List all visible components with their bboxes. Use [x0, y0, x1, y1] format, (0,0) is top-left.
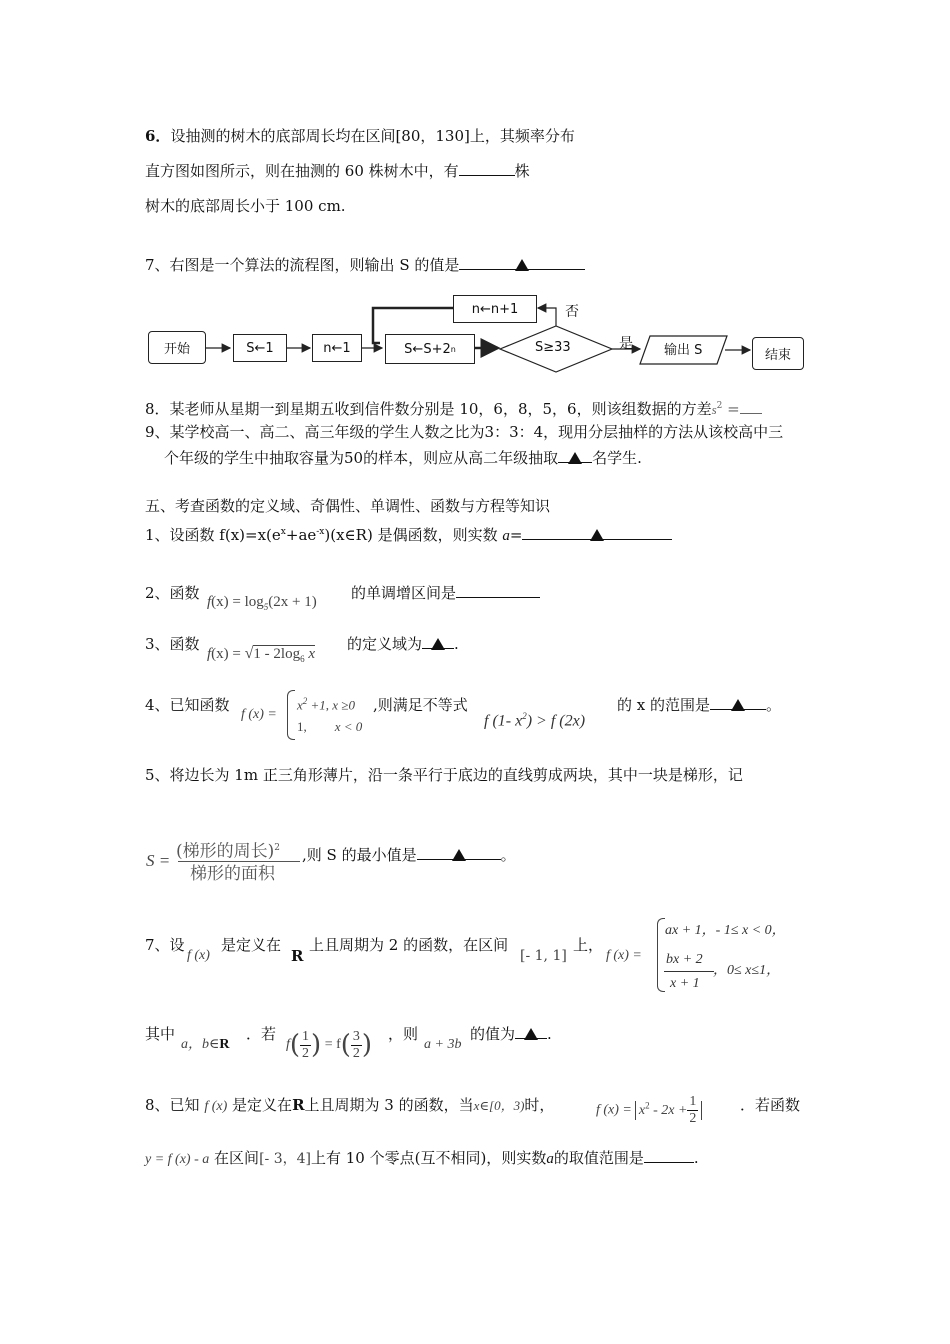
p7-fx: f (x): [187, 948, 210, 963]
p4-inequality: [484, 706, 585, 731]
p7-R: R: [291, 947, 304, 965]
p7-end: .: [547, 1025, 552, 1043]
p8-abs-rest: - 2x +: [649, 1102, 688, 1118]
p3-label: 3、函数: [145, 635, 200, 653]
p2-answer-blank[interactable]: [456, 583, 540, 598]
p8-line2: [145, 1148, 699, 1170]
p7-case2-bar: [664, 971, 714, 972]
paren-icon: (: [340, 1030, 351, 1060]
p3-tail: [347, 634, 459, 654]
p4-brace: [287, 690, 295, 740]
p4-c1-rest: +1, x ≥0: [307, 697, 355, 713]
p7-text-d: 上，: [573, 936, 604, 954]
p5-answer-blank[interactable]: [417, 845, 501, 860]
p7-text-e: 其中: [145, 1025, 176, 1043]
p5-S: S =: [146, 851, 171, 870]
p1-text-a: 1、设函数 f(x)=x(e: [145, 526, 281, 544]
q9-line2: [164, 448, 642, 468]
triangle-icon: [452, 849, 466, 861]
p8-text-c: 上且周期为 3 的函数，当: [304, 1096, 474, 1114]
flow-output-label: 输出 S: [664, 343, 703, 358]
p3-formula: [207, 644, 315, 669]
p8-hn: 1: [689, 1093, 697, 1109]
p1-answer-blank[interactable]: [522, 525, 672, 540]
p4-case1: [297, 691, 355, 715]
p7-case1: ax + 1，- 1≤ x < 0，: [665, 923, 786, 938]
q9-text2b: 名学生.: [592, 449, 642, 467]
p8-fx: f (x): [204, 1099, 228, 1114]
p8-text-h: 的取值范围是: [553, 1149, 644, 1167]
p8-text-e: ．若函数: [740, 1096, 801, 1114]
p4-answer-blank[interactable]: [710, 695, 766, 710]
p7-lhs: f (x) =: [606, 948, 642, 963]
p7-h1n: 1: [302, 1028, 310, 1044]
flowchart-arrows: [0, 0, 950, 400]
p7-h1d: 2: [302, 1045, 310, 1061]
paren-icon: (: [289, 1030, 301, 1060]
p7-condition: [286, 1027, 372, 1063]
p2-label: 2、函数: [145, 584, 200, 602]
section-title: 五、考查函数的定义域、奇偶性、单调性、函数与方程等知识: [145, 497, 551, 515]
flow-n-increment: n←n+1: [453, 295, 537, 323]
p5-num-text: (梯形的周长): [176, 841, 275, 862]
p8-text-g: 上有 10 个零点(互不相同)，则实数: [310, 1149, 547, 1167]
p7-label: 7、设: [145, 936, 185, 954]
p4-c1-x: x: [297, 697, 303, 713]
p4-ineq-a: f (1- x: [484, 712, 523, 730]
p8-var: a: [546, 1151, 554, 1167]
p8-y: y = f (x) - a: [145, 1152, 210, 1167]
p4-label: 4、已知函数: [145, 696, 230, 714]
p5-fraction-bar: [178, 861, 300, 862]
p5-end: 。: [500, 846, 516, 864]
q8a-answer-blank[interactable]: [740, 399, 762, 414]
flow-s-update: [385, 334, 475, 364]
p8-abs-x: x: [638, 1102, 646, 1118]
p7-text-b: 是定义在: [221, 936, 282, 954]
p8-cond: x∈[0，3): [473, 1098, 525, 1113]
p5-num-sup: 2: [274, 843, 280, 853]
p4-end: 。: [766, 696, 782, 714]
triangle-icon: [431, 638, 445, 650]
p2-base: 5: [263, 602, 269, 612]
sqrt-icon: √: [244, 645, 254, 662]
p8-text-d: 时，: [524, 1096, 555, 1114]
p8-abs-sup: 2: [645, 1100, 650, 1110]
p1-text-b: +ae: [285, 526, 317, 544]
q6-text2: 直方图如图所示，则在抽测的 60 株树木中，有: [145, 162, 459, 180]
p5-numerator: [176, 838, 280, 862]
p3-end: .: [454, 635, 459, 653]
q8a-sup: 2: [716, 401, 723, 411]
p2-arg: (2x + 1): [268, 594, 317, 610]
p7-ruo: ．若: [246, 1025, 277, 1043]
p4-text-b: ,则满足不等式: [373, 696, 468, 714]
p5-text-b: ,则 S 的最小值是: [302, 846, 417, 864]
p1-var: a: [502, 528, 510, 544]
p4-text-c: 的 x 的范围是: [617, 696, 710, 714]
p8-abs: [635, 1093, 703, 1126]
flow-s-update-exp: n: [450, 344, 456, 354]
flow-s-update-text: S←S+2: [404, 341, 451, 357]
p7-R2: R: [219, 1037, 230, 1052]
p7-text-h: 的值为: [470, 1025, 516, 1043]
p4-c1-sup: 2: [302, 696, 308, 706]
p2-log: (x) = log: [211, 594, 264, 610]
paren-icon: ): [361, 1030, 373, 1060]
p7-text-c: 上且周期为 2 的函数，在区间: [309, 936, 509, 954]
flow-end: 结束: [752, 337, 804, 370]
p2-formula: [207, 592, 317, 617]
flow-start: 开始: [148, 331, 206, 364]
p3-rad-text: 1 - 2log: [253, 646, 301, 662]
p2-tail: [351, 583, 540, 603]
p4-case2: [297, 717, 362, 737]
p8-text-a: 8、已知: [145, 1096, 200, 1114]
p5-denominator: 梯形的面积: [190, 864, 275, 884]
p7-half1: [300, 1029, 311, 1062]
p8-text-b: 是定义在: [232, 1096, 293, 1114]
triangle-icon: [590, 529, 604, 541]
p7-h2n: 3: [352, 1028, 360, 1044]
triangle-icon: [524, 1028, 538, 1040]
p8-text-f: 在区间: [214, 1149, 260, 1167]
p7-half2: [351, 1029, 362, 1062]
p7-case2-den: x + 1: [670, 976, 700, 991]
p8-line1: [145, 1095, 554, 1117]
p7-case2-cond: ，0≤ x≤1，: [713, 963, 781, 978]
p8-half: [687, 1094, 698, 1127]
p3-rad-x: x: [308, 646, 315, 662]
p3-text-b: 的定义域为: [347, 635, 423, 653]
q8a-eq: =: [722, 400, 740, 418]
q6-line3: 树木的底部周长小于 100 cm.: [145, 197, 346, 215]
p8-formula: [596, 1089, 702, 1127]
p7-text-g: ，则: [388, 1025, 419, 1043]
q6-text1: 设抽测的树木的底部周长均在区间[80，130]上，其频率分布: [170, 127, 575, 145]
p8-interval: [- 3，4]: [259, 1151, 311, 1167]
p8-end: .: [693, 1149, 699, 1167]
flow-no-label: 否: [565, 304, 579, 320]
p7-case2-num: bx + 2: [666, 952, 703, 967]
p4-ineq-sup: 2: [522, 711, 527, 721]
triangle-icon: [731, 699, 745, 711]
paren-icon: ): [311, 1030, 322, 1060]
p2-text-b: 的单调增区间是: [351, 584, 457, 602]
p7-h2d: 2: [352, 1045, 360, 1061]
flow-s-init: S←1: [233, 334, 287, 362]
p4-tail: [617, 695, 781, 715]
p1-line: [145, 522, 672, 546]
p3-radicand: [253, 645, 315, 662]
p1-text-d: =: [509, 526, 523, 544]
q8a-text: 8．某老师从星期一到星期五收到信件数分别是 10，6，8，5，6，则该组数据的方差: [145, 400, 712, 418]
p8-R: R: [292, 1096, 305, 1114]
p5-line1: 5、将边长为 1m 正三角形薄片，沿一条平行于底边的直线剪成两块，其中一块是梯形，记: [145, 766, 743, 784]
flow-condition-label: S≥33: [535, 340, 571, 355]
p1-text-c: )(x∈R) 是偶函数，则实数: [324, 526, 503, 544]
p7-expr: a + 3b: [424, 1037, 462, 1052]
p4-c2-val: 1,: [297, 719, 307, 734]
p3-f: f: [207, 646, 212, 662]
p7-brace: [657, 918, 665, 992]
q7a-text: 7、右图是一个算法的流程图，则输出 S 的值是: [145, 256, 460, 274]
p1-sup1: x: [280, 527, 286, 537]
q6-text2b: 株: [514, 162, 530, 180]
p3-eq: (x) =: [211, 646, 245, 662]
p4-ineq-b: ) > f (2x): [526, 712, 586, 730]
p3-answer-blank[interactable]: [422, 634, 454, 649]
q6-number: 6．: [145, 127, 171, 145]
flow-n-init: n←1: [312, 334, 362, 362]
p8-lhs: f (x) =: [596, 1102, 632, 1118]
p7-interval: [- 1, 1]: [520, 948, 567, 964]
q8a-line: [145, 396, 762, 420]
flow-yes-label: 是: [619, 336, 633, 352]
p7-eq: = f: [324, 1037, 341, 1053]
p2-f: f: [207, 594, 212, 610]
p4-lhs: f (x) =: [241, 707, 277, 722]
p7-tail: [470, 1024, 552, 1044]
p5-tail: [302, 845, 516, 865]
p8-hd: 2: [689, 1110, 697, 1126]
p1-sup2: -x: [316, 527, 325, 537]
triangle-icon: [568, 452, 582, 464]
q9-answer-blank[interactable]: [558, 448, 592, 463]
q9-line1: 9、某学校高一、高二、高三年级的学生人数之比为3：3：4，现用分层抽样的方法从该校高中三: [145, 423, 784, 441]
p7-ab: [181, 1035, 230, 1055]
p8-answer-blank[interactable]: [644, 1148, 694, 1163]
p7-answer-blank[interactable]: [515, 1024, 547, 1039]
q9-text2: 个年级的学生中抽取容量为50的样本，则应从高二年级抽取: [164, 449, 559, 467]
p7-ab-text: a，b∈: [181, 1037, 220, 1052]
q8a-var: s: [711, 402, 717, 417]
p4-c2-cond: x < 0: [334, 719, 363, 734]
p7-f1: f: [286, 1037, 290, 1053]
p3-base: 6: [300, 654, 305, 664]
